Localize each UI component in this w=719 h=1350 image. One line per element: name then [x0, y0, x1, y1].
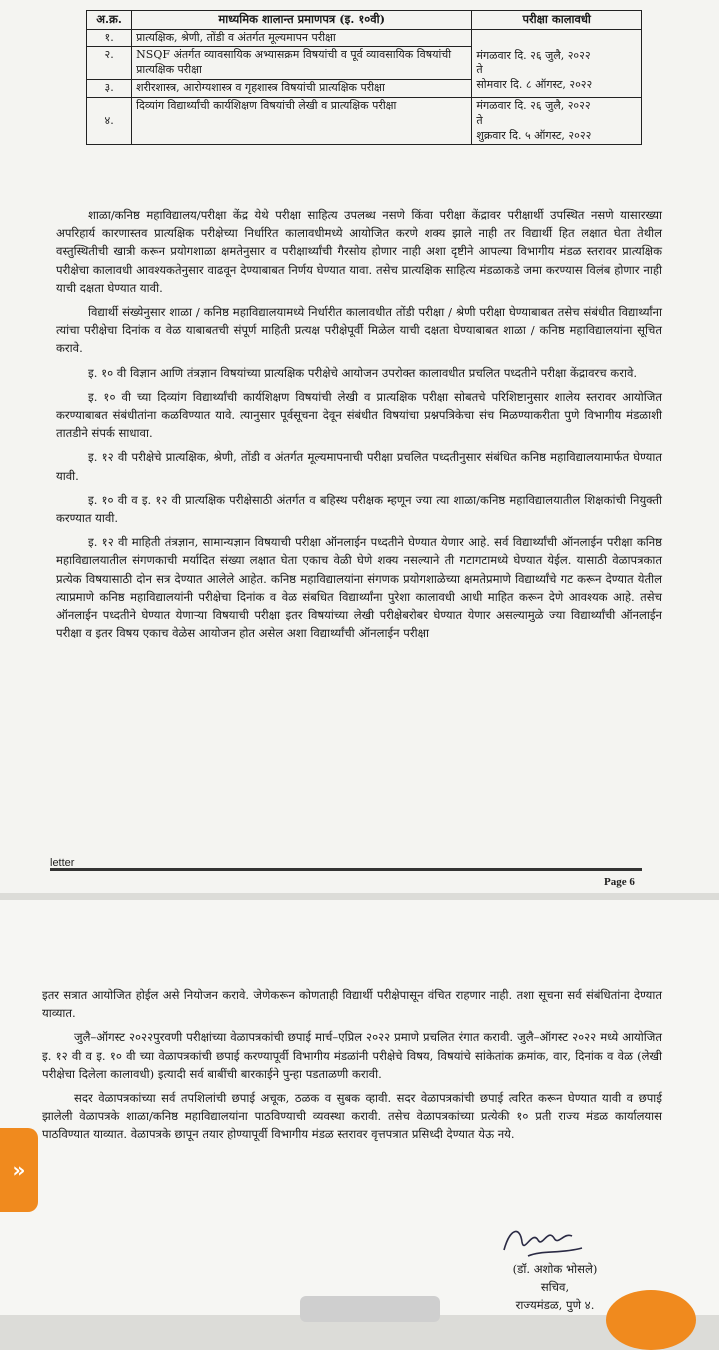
paragraph: विद्यार्थी संख्येनुसार शाळा / कनिष्ठ महाविद्यालयामध्ये निर्धारीत कालावधीत तोंडी परीक्षा / श्रेणी परीक्षा घेण्याबाबत तसेच संबंधीत विद्यार्थ्यांना त्यांचा परीक्षेचा दिनांक व वेळ याबाबतची संपूर्ण माहिती प्रत्यक्ष परीक्षेपूर्वी मिळेल याची दक्षता घेण्याबाबत शाळा / कनिष्ठ महाविद्यालयांना सूचित करावे.: [56, 305, 662, 356]
floating-action-button[interactable]: [606, 1290, 696, 1350]
period-1-start: मंगळवार दि. २६ जुलै, २०२२: [476, 48, 591, 62]
row-description: NSQF अंतर्गत व्यावसायिक अभ्यासक्रम विषयांची व पूर्व व्यावसायिक विषयांची प्रात्यक्षिक परीक्षा: [132, 47, 472, 80]
paragraph: इ. १२ वी परीक्षेचे प्रात्यक्षिक, श्रेणी, तोंडी व अंतर्गत मूल्यमापनाची परीक्षा प्रचलित पध्दतीनुसार संबंधित कनिष्ठ महाविद्यालयामार्फत घेण्यात यावी.: [56, 450, 662, 483]
paragraph: शाळा/कनिष्ठ महाविद्यालय/परीक्षा केंद्र येथे परीक्षा साहित्य उपलब्ध नसणे किंवा परीक्षा केंद्रावर परीक्षार्थी उपस्थित नसणे यासारख्या अपरिहार्य कारणास्तव प्रात्यक्षिक परीक्षेच्या निर्धारित कालावधीमध्ये आयोजित करणे शक्य झाले नाही तर विद्यार्थी हित लक्षात घेता तेथील वस्तुस्थितीची खात्री करून प्रयोगशाळा क्षमतेनुसार व परीक्षार्थ्यांची गैरसोय होणार नाही अशा दृष्टीने आपल्या विभागीय मंडळ स्तरावर प्रात्यक्षिक परीक्षेचा कालावधी आवश्यकतेनुसार वाढवून देण्याबाबत निर्णय घेण्यात यावा. तसेच प्रात्यक्षिक साहित्य मंडळाकडे जमा करण्यास विलंब होणार नाही याची दक्षता घेण्यात यावी.: [56, 208, 662, 295]
paragraph: इ. १२ वी माहिती तंत्रज्ञान, सामान्यज्ञान विषयाची परीक्षा ऑनलाईन पध्दतीने घेण्यात येणार आहे. सर्व विद्यार्थ्यांची ऑनलाईन परीक्षा कनिष्ठ महाविद्यालयातील संगणकाची मर्यादित संख्या लक्षात घेता एकाच वेळी घेणे शक्य नसल्याने ती गटागटामध्ये घेण्यात येईल. यासाठी वेळापत्रकात प्रत्येक विषयासाठी दोन सत्र देण्यात आलेले आहेत. कनिष्ठ महाविद्यालयांना संगणक प्रयोगशाळेच्या क्षमतेप्रमाणे विद्यार्थ्यांचे गट करून देण्यात येतील त्याप्रमाणे कनिष्ठ महाविद्यालयांनी परीक्षेचा दिनांक व वेळ संबधित विद्यार्थ्यांना पुरेशा कालावधी आधी माहित करून देणे आवश्यक आहे. तसेच ऑनलाईन पध्दतीने घेण्यात येणाऱ्या विषयाची परीक्षा इतर विषयांच्या लेखी परीक्षेबरोबर घेण्यात येणार असल्यामुळे ज्या विद्यार्थ्यांची ऑनलाईन परीक्षा व इतर विषय एकाच वेळेस आयोजन होत असेल अशा विद्यार्थ्यांची ऑनलाईन परीक्षा: [56, 535, 662, 641]
side-expand-tab[interactable]: [0, 1128, 38, 1212]
table-header-row: [87, 11, 642, 30]
header-serial: अ.क्र.: [87, 11, 132, 30]
row-description: दिव्यांग विद्यार्थ्यांची कार्यशिक्षण विषयांची लेखी व प्रात्यक्षिक परीक्षा: [132, 97, 472, 145]
header-period: परीक्षा कालावधी: [472, 11, 642, 30]
table-row: [87, 29, 642, 47]
table-row: [87, 97, 642, 145]
paragraph: इ. १० वी विज्ञान आणि तंत्रज्ञान विषयांच्या प्रात्यक्षिक परीक्षेचे आयोजन उपरोक्त कालावधीत प्रचलित पध्दतीने परीक्षा केंद्रावरच करावे.: [88, 365, 638, 380]
double-chevron-right-icon: »: [12, 1158, 26, 1182]
paragraph: जुलै–ऑगस्ट २०२२पुरवणी परीक्षांच्या वेळापत्रकांची छपाई मार्च–एप्रिल २०२२ प्रमाणे प्रचलित रंगात करावी. जुलै–ऑगस्ट २०२२ मध्ये आयोजित इ. १२ वी व इ. १० वी च्या वेळापत्रकांची छपाई करण्यापूर्वी विभागीय मंडळांनी परीक्षेचे विषय, विषयांचे सांकेतांक क्रमांक, वार, दिनांक व वेळ (लेखी परीक्षेचा दिलेला कालावधी) इत्यादी सर्व बाबींची बारकाईने पुन्हा पडताळणी करावी.: [42, 1030, 662, 1081]
period-cell-1: [472, 29, 642, 97]
row-description: प्रात्यक्षिक, श्रेणी, तोंडी व अंतर्गत मूल्यमापन परीक्षा: [132, 29, 472, 47]
row-serial: ३.: [87, 80, 132, 98]
signatory-designation: सचिव,: [540, 1280, 570, 1294]
signatory-name: (डॉ. अशोक भोसले): [512, 1262, 598, 1276]
paragraph: इतर सत्रात आयोजित होईल असे नियोजन करावे. जेणेकरून कोणताही विद्यार्थी परीक्षेपासून वंचित राहणार नाही. तशा सूचना सर्व संबंधितांना देण्यात याव्यात.: [42, 988, 662, 1021]
paragraph: इ. १० वी च्या दिव्यांग विद्यार्थ्यांची कार्यशिक्षण विषयांची लेखी व प्रात्यक्षिक परीक्षा सोबतचे परिशिष्टानुसार शालेय स्तरावर आयोजित करण्याबाबत संबंधीतांना कळविण्यात यावे. त्यानुसार पूर्वसूचना देवून संबंधीत विषयांचा प्रश्नपत्रिकेचा संच मिळण्याकरीता पुणे विभागीय मंडळाशी तातडीने संपर्क साधावा.: [56, 389, 662, 441]
paragraph: सदर वेळापत्रकांच्या सर्व तपशिलांची छपाई अचूक, ठळक व सुबक व्हावी. सदर वेळापत्रकांची छपाई त्वरित करून घेण्यात यावी व छपाई झालेली वेळापत्रके शाळा/कनिष्ठ महाविद्यालयांना पाठविण्याची व्यवस्था करावी. तसेच वेळापत्रकांच्या प्रत्येकी १० प्रती राज्य मंडळ कार्यालयास पाठविण्यात याव्यात. वेळापत्रके छापून तयार होण्यापूर्वी विभागीय मंडळ स्तरावर वृत्तपत्रात प्रसिध्दी देण्यात येऊ नये.: [42, 1091, 662, 1142]
period-1-end: सोमवार दि. ८ ऑगस्ट, २०२२: [476, 78, 593, 92]
row-serial: ४.: [87, 97, 132, 145]
header-subject: माध्यमिक शालान्त प्रमाणपत्र (इ. १०वी): [132, 11, 472, 30]
document-page-2: [0, 900, 719, 1315]
bottom-overlay-pill: [300, 1296, 440, 1322]
period-1-to: ते: [476, 63, 483, 77]
page-1-body: [56, 206, 662, 648]
footer-page-number: Page 6: [604, 876, 635, 888]
paragraph: इ. १० वी व इ. १२ वी प्रात्यक्षिक परीक्षेसाठी अंतर्गत व बहिस्थ परीक्षक म्हणून ज्या त्या शाळा/कनिष्ठ महाविद्यालयातील शिक्षकांची नियुक्ती करण्यात यावी.: [56, 492, 662, 526]
period-2-end: शुक्रवार दि. ५ ऑगस्ट, २०२२: [476, 128, 592, 142]
page-2-body: [42, 986, 662, 1150]
period-2-start: मंगळवार दि. २६ जुलै, २०२२: [476, 98, 591, 112]
footer-rule: [50, 868, 642, 871]
period-cell-2: [472, 97, 642, 145]
exam-schedule-table: [86, 10, 642, 145]
period-2-to: ते: [476, 113, 483, 127]
signatory-office: राज्यमंडळ, पुणे ४.: [515, 1298, 595, 1312]
row-serial: १.: [87, 29, 132, 47]
row-serial: २.: [87, 47, 132, 80]
footer-letter-label: letter: [50, 857, 75, 869]
row-description: शरीरशास्त्र, आरोग्यशास्त्र व गृहशास्त्र विषयांची प्रात्यक्षिक परीक्षा: [132, 80, 472, 98]
